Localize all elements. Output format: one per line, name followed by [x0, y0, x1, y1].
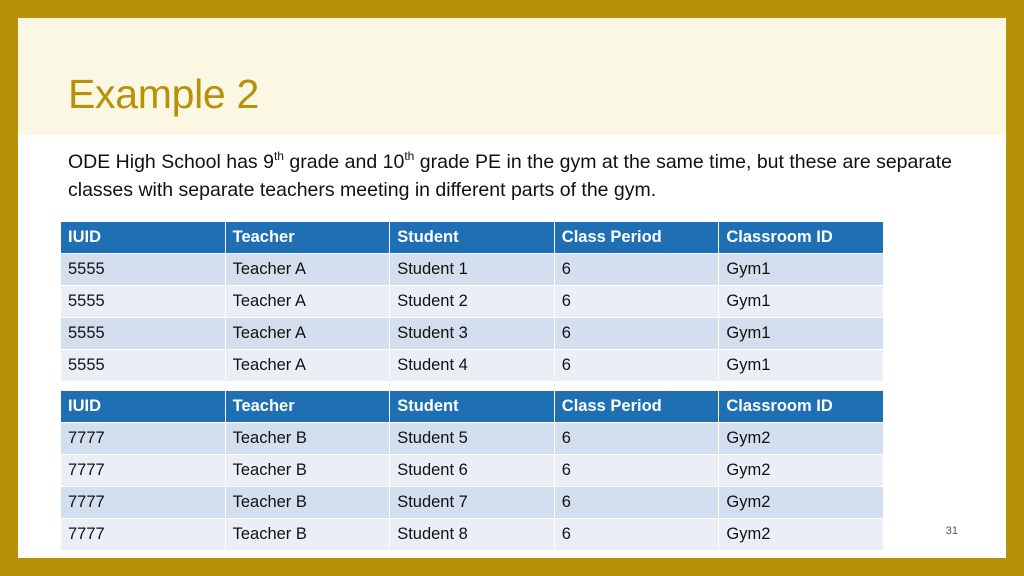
- cell-classroom-id: Gym2: [719, 487, 884, 519]
- cell-class-period: 6: [554, 318, 719, 350]
- cell-classroom-id: Gym2: [719, 423, 884, 455]
- cell-classroom-id: Gym1: [719, 350, 884, 382]
- cell-teacher: Teacher B: [225, 423, 390, 455]
- cell-student: Student 8: [390, 519, 555, 551]
- header-classroom-id: Classroom ID: [719, 391, 884, 423]
- cell-class-period: 6: [554, 455, 719, 487]
- cell-student: Student 4: [390, 350, 555, 382]
- body-text-part: grade and 10: [283, 151, 405, 173]
- page-number: 31: [945, 525, 958, 537]
- cell-classroom-id: Gym2: [719, 455, 884, 487]
- header-class-period: Class Period: [554, 391, 719, 423]
- table-row: [61, 318, 884, 350]
- cell-teacher: Teacher A: [225, 286, 390, 318]
- table-header-row: [61, 391, 884, 423]
- table-row: [61, 286, 884, 318]
- cell-student: Student 1: [390, 254, 555, 286]
- cell-iuid: 7777: [61, 423, 226, 455]
- table-row: [61, 254, 884, 286]
- cell-teacher: Teacher B: [225, 519, 390, 551]
- header-iuid: IUID: [61, 391, 226, 423]
- superscript: th: [273, 149, 284, 163]
- cell-student: Student 2: [390, 286, 555, 318]
- roster-table-gym1: [60, 221, 884, 382]
- table-row: [61, 487, 884, 519]
- header-student: Student: [390, 222, 555, 254]
- header-iuid: IUID: [61, 222, 226, 254]
- cell-teacher: Teacher B: [225, 487, 390, 519]
- table-row: [61, 350, 884, 382]
- superscript: th: [404, 149, 415, 163]
- roster-table-gym2: [60, 390, 884, 551]
- cell-student: Student 6: [390, 455, 555, 487]
- header-class-period: Class Period: [554, 222, 719, 254]
- cell-teacher: Teacher A: [225, 318, 390, 350]
- header-classroom-id: Classroom ID: [719, 222, 884, 254]
- cell-classroom-id: Gym1: [719, 318, 884, 350]
- cell-class-period: 6: [554, 254, 719, 286]
- title-band: [18, 18, 1006, 135]
- cell-class-period: 6: [554, 286, 719, 318]
- header-student: Student: [390, 391, 555, 423]
- cell-iuid: 5555: [61, 254, 226, 286]
- cell-iuid: 7777: [61, 455, 226, 487]
- body-text: [68, 148, 968, 204]
- cell-teacher: Teacher A: [225, 254, 390, 286]
- cell-iuid: 5555: [61, 286, 226, 318]
- cell-classroom-id: Gym1: [719, 254, 884, 286]
- cell-teacher: Teacher B: [225, 455, 390, 487]
- cell-class-period: 6: [554, 519, 719, 551]
- slide-title: Example 2: [68, 71, 260, 117]
- cell-iuid: 7777: [61, 519, 226, 551]
- cell-iuid: 5555: [61, 318, 226, 350]
- cell-teacher: Teacher A: [225, 350, 390, 382]
- cell-classroom-id: Gym2: [719, 519, 884, 551]
- table-row: [61, 519, 884, 551]
- cell-iuid: 5555: [61, 350, 226, 382]
- cell-student: Student 5: [390, 423, 555, 455]
- cell-class-period: 6: [554, 350, 719, 382]
- cell-class-period: 6: [554, 487, 719, 519]
- cell-classroom-id: Gym1: [719, 286, 884, 318]
- table-row: [61, 455, 884, 487]
- table-row: [61, 423, 884, 455]
- cell-student: Student 3: [390, 318, 555, 350]
- slide: [18, 18, 1006, 558]
- header-teacher: Teacher: [225, 222, 390, 254]
- cell-class-period: 6: [554, 423, 719, 455]
- header-teacher: Teacher: [225, 391, 390, 423]
- body-text-part: ODE High School has 9: [68, 151, 274, 173]
- table-header-row: [61, 222, 884, 254]
- cell-student: Student 7: [390, 487, 555, 519]
- body-text-part: grade PE in the gym at the same time, but these are separate classes with separate teachers meeting in different parts of the gym.: [68, 151, 952, 201]
- cell-iuid: 7777: [61, 487, 226, 519]
